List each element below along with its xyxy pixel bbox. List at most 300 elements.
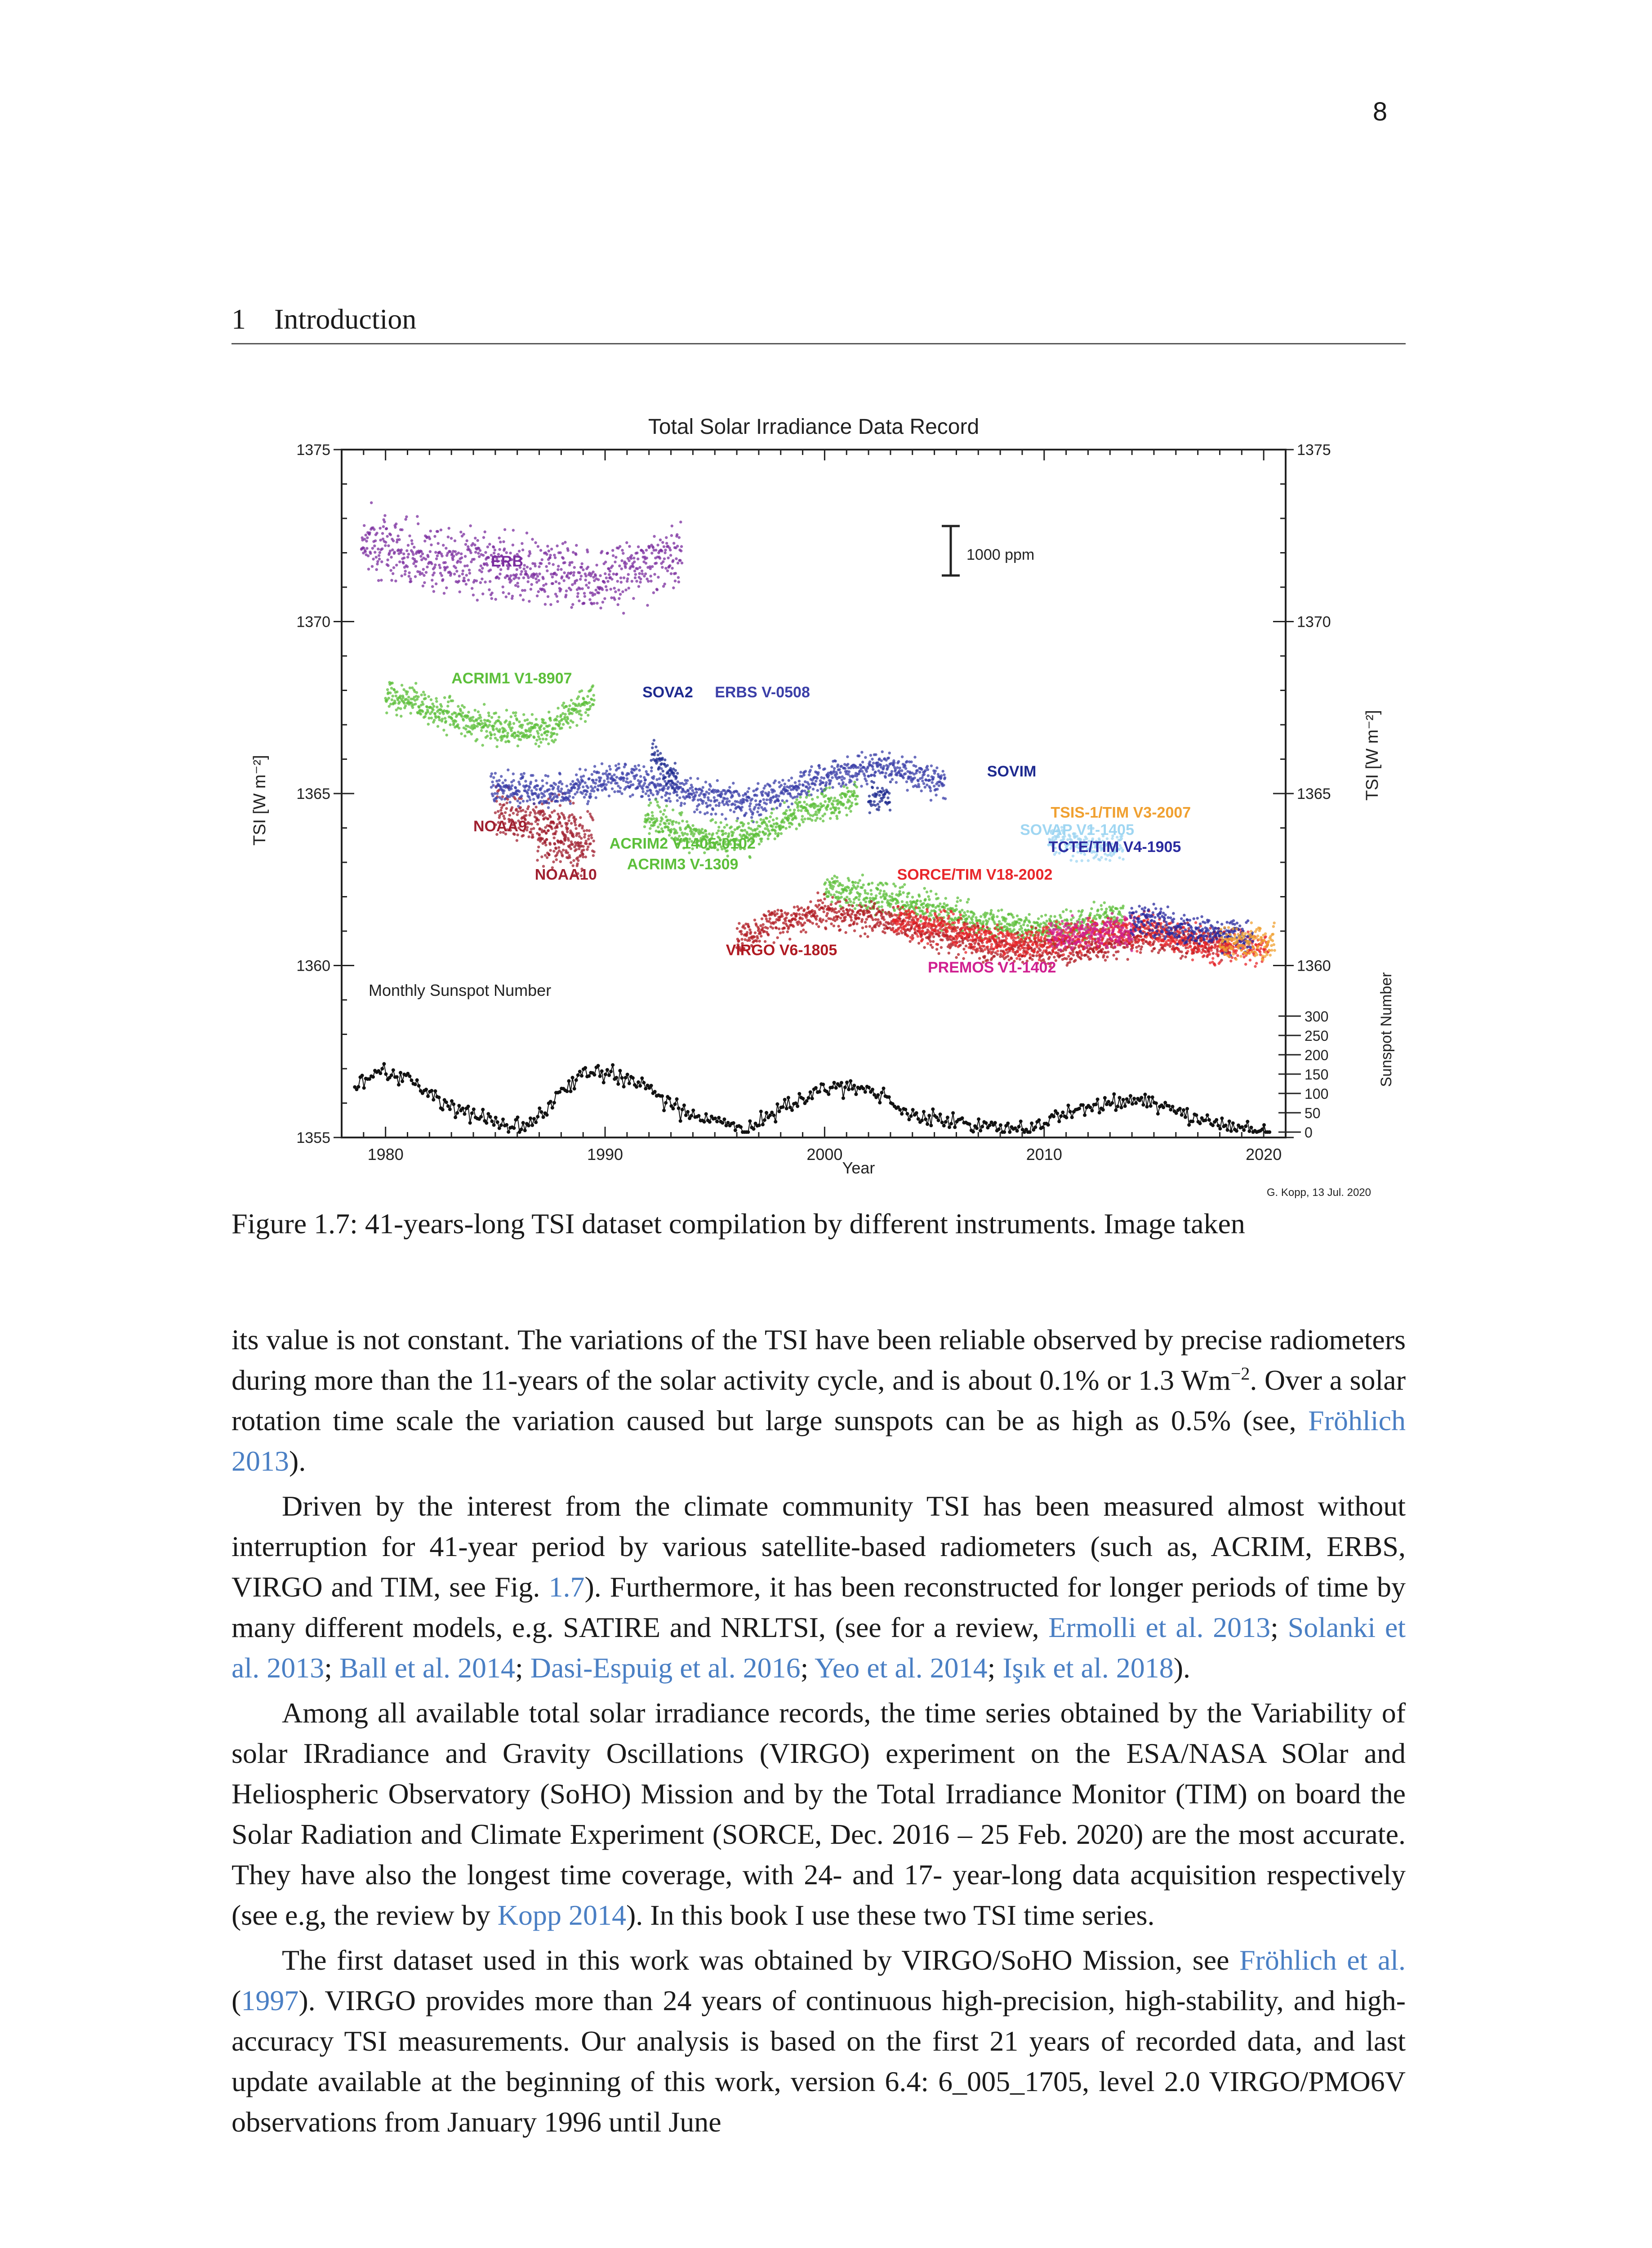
data-point (509, 801, 512, 803)
data-point (376, 562, 378, 565)
data-point (514, 711, 517, 714)
data-point (839, 771, 842, 774)
data-point (536, 818, 539, 821)
data-point (580, 844, 583, 847)
data-point (490, 775, 492, 778)
data-point (431, 579, 433, 581)
data-point (593, 765, 596, 767)
data-point (650, 766, 653, 769)
data-point (724, 817, 727, 820)
data-point (553, 727, 556, 730)
data-point (625, 562, 628, 565)
data-point (477, 552, 480, 554)
data-point (599, 607, 602, 609)
data-point (833, 874, 836, 877)
data-point (800, 930, 802, 933)
data-point (670, 780, 672, 782)
data-point (784, 812, 787, 815)
data-point (710, 813, 712, 816)
data-point (557, 565, 560, 567)
data-point (651, 742, 654, 745)
data-point (562, 702, 565, 705)
data-point (422, 584, 424, 587)
data-point (826, 878, 828, 881)
data-point (843, 777, 846, 780)
data-point (845, 889, 848, 892)
data-point (592, 571, 594, 573)
data-point (663, 545, 665, 548)
data-point (558, 849, 561, 852)
data-point (756, 811, 759, 813)
data-point (546, 734, 548, 736)
data-point (740, 938, 743, 941)
data-point (837, 910, 840, 913)
data-point (510, 729, 512, 732)
data-point (435, 700, 438, 703)
data-point (383, 521, 386, 523)
data-point (843, 912, 846, 915)
data-point (902, 891, 904, 894)
data-point (818, 764, 820, 767)
data-point (435, 697, 437, 700)
data-point (573, 566, 576, 569)
data-point (401, 575, 403, 577)
data-point (891, 770, 893, 773)
data-point (748, 797, 751, 799)
data-point (623, 777, 625, 780)
data-point (908, 940, 911, 943)
data-point (871, 882, 873, 884)
data-point (889, 809, 891, 812)
data-point (755, 803, 758, 806)
data-point (566, 718, 569, 720)
data-point (570, 699, 573, 701)
data-point (488, 543, 491, 545)
data-point (613, 598, 616, 601)
data-point (759, 825, 761, 828)
data-point (658, 806, 661, 808)
data-point (675, 558, 677, 560)
data-point (729, 809, 732, 812)
data-point (449, 695, 451, 697)
data-point (628, 559, 630, 562)
data-point (774, 838, 776, 840)
data-point (486, 564, 489, 566)
data-point (854, 798, 857, 801)
data-point (836, 880, 839, 883)
data-point (557, 813, 559, 816)
data-point (417, 696, 419, 698)
data-point (592, 850, 595, 853)
data-point (545, 831, 548, 834)
data-point (374, 551, 376, 553)
data-point (966, 901, 969, 903)
data-point (490, 772, 493, 775)
data-point (1116, 907, 1118, 910)
data-point (440, 705, 443, 708)
data-point (584, 793, 587, 796)
data-point (385, 711, 388, 714)
data-point (459, 709, 462, 712)
data-point (702, 786, 704, 789)
data-point (392, 695, 394, 697)
data-point (606, 552, 609, 554)
data-point (858, 754, 860, 757)
data-point (967, 915, 970, 918)
data-point (942, 770, 944, 772)
data-point (990, 909, 993, 912)
data-point (389, 691, 392, 694)
data-point (698, 803, 700, 806)
data-point (386, 688, 389, 691)
data-point (748, 787, 750, 790)
data-point (831, 786, 834, 789)
data-point (686, 779, 689, 782)
data-point (580, 714, 583, 716)
data-point (521, 549, 524, 551)
data-point (564, 838, 566, 841)
data-point (840, 896, 843, 898)
data-point (956, 897, 959, 899)
data-point (512, 722, 515, 725)
data-point (406, 565, 409, 568)
data-point (891, 914, 893, 917)
data-point (529, 567, 532, 570)
data-point (561, 542, 564, 545)
data-point (754, 799, 757, 802)
data-point (402, 696, 405, 699)
data-point (663, 780, 666, 783)
data-point (652, 794, 655, 796)
data-point (658, 777, 661, 780)
data-point (779, 803, 782, 805)
data-point (989, 911, 992, 914)
data-point (839, 917, 842, 919)
data-point (666, 569, 669, 572)
data-point (460, 715, 463, 718)
data-point (714, 812, 717, 815)
data-point (882, 765, 885, 767)
data-point (546, 569, 548, 572)
data-point (414, 565, 417, 567)
data-point (766, 817, 768, 820)
data-point (778, 781, 780, 784)
data-point (662, 560, 664, 563)
data-point (1093, 901, 1095, 903)
data-point (604, 572, 606, 575)
data-point (444, 561, 447, 564)
data-point (1028, 921, 1031, 923)
data-point (427, 710, 429, 713)
data-point (761, 794, 764, 797)
data-point (774, 921, 777, 923)
data-point (547, 731, 549, 733)
data-point (614, 556, 617, 558)
data-point (928, 779, 931, 781)
data-point (778, 928, 780, 930)
data-point (517, 805, 520, 807)
data-point (855, 914, 858, 917)
data-point (1018, 922, 1020, 924)
data-point (408, 571, 410, 574)
data-point (665, 536, 668, 539)
data-point (795, 912, 798, 915)
data-point (403, 557, 405, 559)
data-point (501, 812, 503, 815)
data-point (1069, 910, 1072, 913)
data-point (586, 848, 588, 851)
data-point (514, 787, 517, 789)
data-point (881, 771, 884, 774)
data-point (869, 907, 872, 910)
data-point (631, 772, 633, 774)
data-point (562, 557, 565, 560)
data-point (823, 893, 825, 896)
data-point (441, 578, 444, 581)
data-point (589, 793, 592, 795)
running-head (232, 302, 1406, 344)
data-point (746, 931, 748, 934)
data-point (551, 827, 553, 830)
data-point (858, 917, 860, 920)
data-point (559, 780, 562, 783)
data-point (462, 570, 464, 572)
data-point (540, 733, 543, 736)
data-point (527, 576, 530, 579)
data-point (815, 813, 818, 816)
data-point (966, 910, 969, 913)
data-point (924, 898, 926, 901)
data-point (539, 741, 542, 744)
data-point (555, 858, 558, 861)
data-point (806, 914, 808, 917)
data-point (557, 568, 559, 571)
data-point (906, 760, 908, 763)
data-point (810, 765, 813, 768)
data-point (721, 830, 724, 832)
data-point (438, 712, 441, 714)
data-point (563, 579, 566, 582)
data-point (756, 794, 758, 797)
data-point (669, 549, 672, 551)
data-point (711, 818, 714, 821)
data-point (609, 570, 611, 572)
data-point (508, 592, 510, 595)
data-point (876, 787, 879, 789)
data-point (748, 856, 751, 859)
data-point (486, 545, 489, 548)
data-point (649, 567, 652, 570)
data-point (570, 783, 572, 785)
data-point (689, 777, 692, 780)
data-point (558, 723, 561, 725)
data-point (561, 855, 564, 857)
data-point (395, 714, 398, 716)
data-point (984, 955, 986, 958)
data-point (567, 798, 570, 801)
data-point (524, 570, 527, 573)
data-point (744, 793, 747, 796)
data-point (399, 707, 402, 710)
data-point (626, 577, 629, 580)
data-point (490, 716, 493, 719)
data-point (676, 794, 678, 797)
data-point (365, 534, 367, 536)
data-point (544, 826, 547, 829)
data-point (881, 901, 883, 903)
data-point (647, 773, 650, 776)
data-point (793, 809, 796, 812)
data-point (644, 778, 647, 781)
data-point (594, 574, 597, 577)
data-point (913, 776, 916, 779)
data-point (926, 765, 929, 767)
data-point (405, 549, 408, 552)
data-point (567, 708, 570, 710)
data-point (560, 568, 562, 571)
data-point (971, 951, 973, 954)
data-point (479, 716, 482, 719)
data-point (788, 817, 790, 820)
data-point (613, 587, 616, 589)
data-point (652, 546, 655, 549)
data-point (997, 909, 1000, 912)
data-point (921, 776, 923, 779)
data-point (877, 803, 879, 806)
data-point (499, 809, 502, 812)
data-point (808, 773, 810, 776)
data-point (701, 789, 704, 792)
data-point (686, 820, 688, 823)
data-point (656, 760, 659, 763)
data-point (656, 589, 659, 591)
data-point (503, 528, 506, 531)
data-point (838, 768, 841, 771)
data-point (568, 705, 571, 707)
data-point (1035, 955, 1038, 957)
data-point (574, 818, 577, 821)
data-point (431, 585, 434, 588)
data-point (379, 527, 382, 530)
data-point (391, 549, 394, 551)
data-point (823, 910, 825, 913)
data-point (506, 732, 509, 735)
data-point (794, 781, 797, 784)
data-point (1100, 908, 1103, 910)
data-point (880, 759, 883, 762)
data-point (613, 790, 616, 793)
data-point (873, 902, 876, 905)
data-point (841, 778, 843, 781)
data-point (937, 897, 940, 900)
data-point (393, 551, 396, 553)
data-point (545, 553, 548, 556)
data-point (773, 910, 776, 913)
data-point (844, 916, 847, 919)
data-point (661, 818, 663, 821)
data-point (595, 564, 598, 566)
data-point (1103, 901, 1106, 904)
data-point (561, 782, 563, 785)
data-point (589, 842, 592, 845)
data-point (657, 791, 659, 794)
data-point (791, 823, 793, 825)
data-point (873, 905, 875, 907)
data-point (881, 750, 884, 753)
data-point (762, 923, 765, 926)
data-point (907, 904, 909, 906)
data-point (567, 839, 570, 842)
data-point (492, 776, 495, 779)
data-point (522, 713, 525, 716)
data-point (672, 808, 674, 811)
data-point (576, 595, 579, 598)
data-point (614, 590, 617, 593)
data-point (830, 797, 833, 799)
data-point (716, 832, 718, 834)
data-point (934, 770, 937, 772)
data-point (926, 891, 928, 893)
data-point (796, 795, 798, 798)
data-point (582, 785, 584, 788)
data-point (1006, 955, 1009, 958)
data-point (577, 859, 579, 862)
data-point (588, 829, 591, 832)
data-point (503, 798, 506, 800)
data-point (849, 795, 851, 798)
data-point (486, 735, 489, 737)
data-point (454, 540, 456, 542)
data-point (831, 803, 834, 806)
data-point (810, 819, 813, 821)
data-point (492, 784, 494, 787)
data-point (1096, 909, 1099, 911)
data-point (842, 803, 845, 806)
data-point (499, 728, 501, 731)
data-point (548, 724, 551, 727)
data-point (748, 926, 750, 928)
data-point (672, 781, 674, 784)
data-point (652, 775, 655, 778)
data-point (435, 582, 437, 585)
data-point (754, 932, 757, 934)
data-point (570, 571, 573, 574)
data-point (533, 802, 535, 805)
data-point (948, 952, 950, 955)
data-point (530, 583, 533, 586)
data-point (608, 794, 610, 797)
data-point (579, 841, 582, 844)
data-point (405, 515, 408, 518)
data-point (809, 920, 811, 923)
data-point (567, 576, 570, 579)
data-point (795, 827, 798, 830)
data-point (592, 602, 595, 605)
data-point (908, 892, 910, 894)
data-point (552, 861, 555, 863)
data-point (837, 807, 840, 810)
data-point (871, 786, 874, 789)
data-point (423, 540, 426, 542)
data-point (879, 889, 882, 892)
data-point (615, 776, 618, 779)
data-point (824, 928, 827, 930)
data-point (398, 700, 401, 703)
data-point (518, 790, 521, 793)
data-point (571, 603, 574, 606)
data-point (521, 726, 523, 729)
data-point (382, 525, 385, 528)
